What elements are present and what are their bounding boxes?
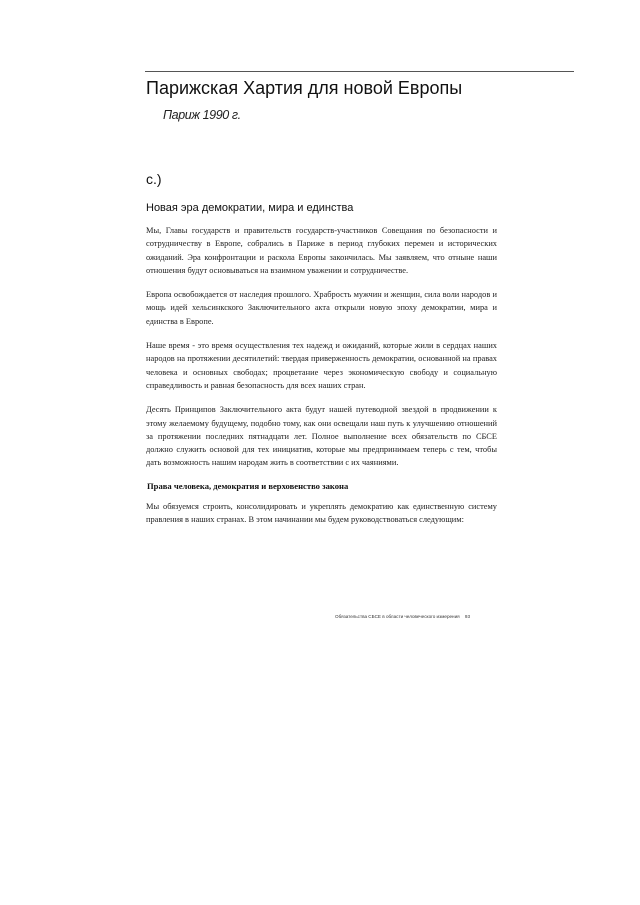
page-footer <box>335 614 497 619</box>
document-title: Парижская Хартия для новой Европы <box>146 78 463 98</box>
document-body <box>146 224 497 537</box>
footer-text: Обязательства СБСЕ в области человеческого измерения <box>335 614 460 619</box>
subsection-heading: Права человека, демократия и верховенство закона <box>147 480 349 491</box>
paragraph-1: Мы, Главы государств и правительств государств-участников Совещания по безопасности и сотрудничеству в Европе, собрались в Париже в период глубоких перемен и исторических ожиданий. Эра конфронтации и раскола Европы закончилась. Мы заявляем, что отныне наши отношения будут основываться на взаимном уважении и сотрудничестве. <box>146 226 497 275</box>
subsection-paragraph: Мы обязуемся строить, консолидировать и укреплять демократию как единственную систему правления в наших странах. В этом начинании мы будем руководствоваться следующим: <box>146 501 497 525</box>
paragraph-2: Европа освобождается от наследия прошлого. Храбрость мужчин и женщин, сила воли народов и мощь идей хельсинкского Заключительного акта открыли новую эпоху демократии, мира и единства в Европе. <box>146 290 497 326</box>
page-number: 93 <box>464 614 471 619</box>
section-heading: Новая эра демократии, мира и единства <box>146 202 354 214</box>
paragraph-3: Наше время - это время осуществления тех надежд и ожиданий, которые жили в сердцах наших народов на протяжении десятилетий: твердая приверженность демократии, основанной на правах человека и основных свободах; процветание через экономическую свободу и социальную справедливость и равная безопасность для всех наших стран. <box>146 341 497 390</box>
header-rule <box>145 71 574 72</box>
section-letter: с.) <box>146 171 162 187</box>
document-subtitle: Париж 1990 г. <box>163 108 241 122</box>
paragraph-4: Десять Принципов Заключительного акта будут нашей путеводной звездой в продвижении к этому желаемому будущему, подобно тому, как они освещали наш путь к улучшению отношений за протяжении последних пятнадцати лет. Полное выполнение всех обязательств по СБСЕ должно служить основой для тех инициатив, которые мы предпринимаем теперь с тем, чтобы дать возможность нашим народам жить в соответствии с их чаяниями. <box>146 405 497 468</box>
